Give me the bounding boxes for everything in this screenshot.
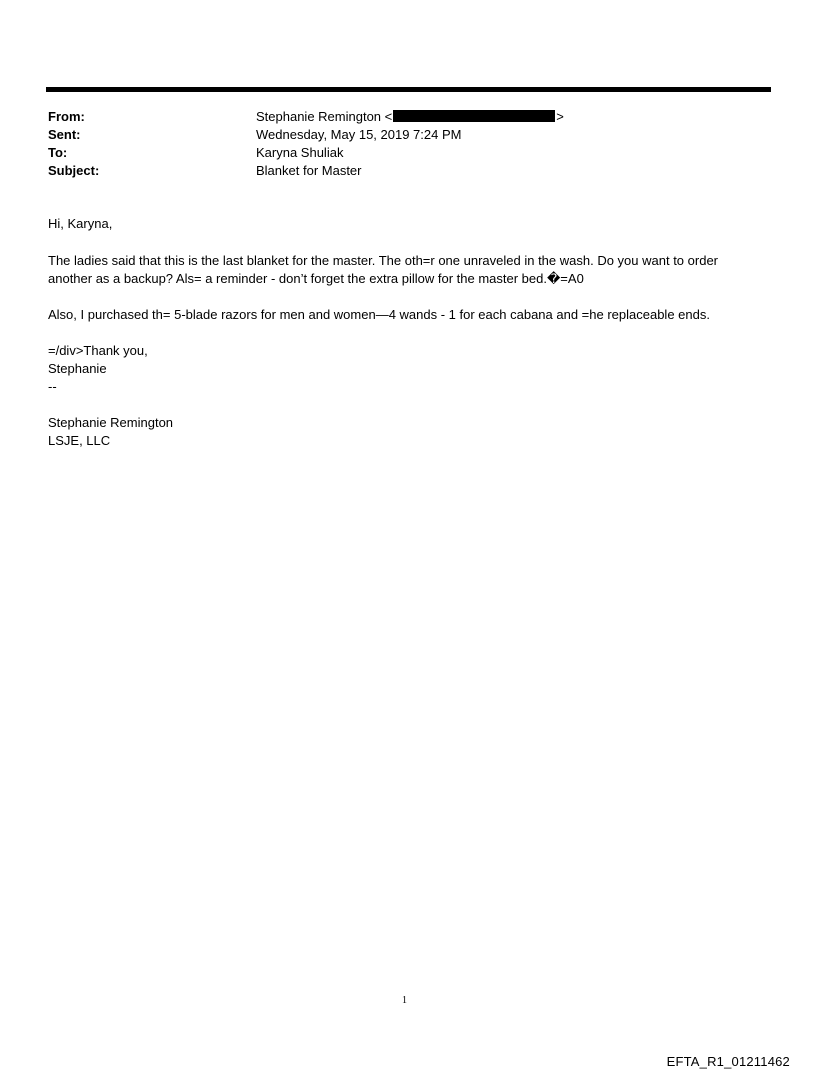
- subject-label: Subject:: [48, 163, 100, 178]
- body-paragraph-2: Also, I purchased th= 5-blade razors for men and women—4 wands - 1 for each cabana and =he replaceable ends.: [48, 307, 710, 322]
- closing-line-3: --: [48, 379, 57, 394]
- subject-value: Blanket for Master: [256, 163, 362, 178]
- signature-company: LSJE, LLC: [48, 433, 111, 448]
- closing-line-1: =/div>Thank you,: [48, 343, 148, 358]
- to-label: To:: [48, 145, 68, 160]
- sent-label: Sent:: [48, 127, 81, 142]
- from-label: From:: [48, 109, 85, 124]
- from-sender-name: Stephanie Remington <: [256, 109, 393, 124]
- header-divider-rule: [46, 87, 771, 92]
- body-paragraph-1: [48, 252, 768, 288]
- redacted-email-address: [393, 110, 555, 122]
- from-value: [256, 108, 564, 126]
- subject-row: [48, 162, 748, 180]
- signature-block: [48, 414, 768, 450]
- page-number: 1: [402, 995, 407, 1006]
- from-suffix: >: [556, 109, 564, 124]
- greeting: Hi, Karyna,: [48, 216, 113, 231]
- body-paragraph-1-line-1: The ladies said that this is the last blanket for the master. The oth=r one unraveled in the wash. Do you want to order: [48, 253, 719, 268]
- to-row: [48, 144, 748, 162]
- sent-row: [48, 126, 748, 144]
- sent-value: Wednesday, May 15, 2019 7:24 PM: [256, 127, 462, 142]
- body-paragraph-1-line-2: another as a backup? Als= a reminder - don’t forget the extra pillow for the master bed.�=A0: [48, 271, 584, 286]
- closing: [48, 342, 768, 396]
- signature-name: Stephanie Remington: [48, 415, 174, 430]
- closing-line-2: Stephanie: [48, 361, 107, 376]
- to-value: Karyna Shuliak: [256, 145, 344, 160]
- bates-number: EFTA_R1_01211462: [666, 1054, 790, 1069]
- from-row: [48, 108, 748, 126]
- email-header: [48, 108, 748, 180]
